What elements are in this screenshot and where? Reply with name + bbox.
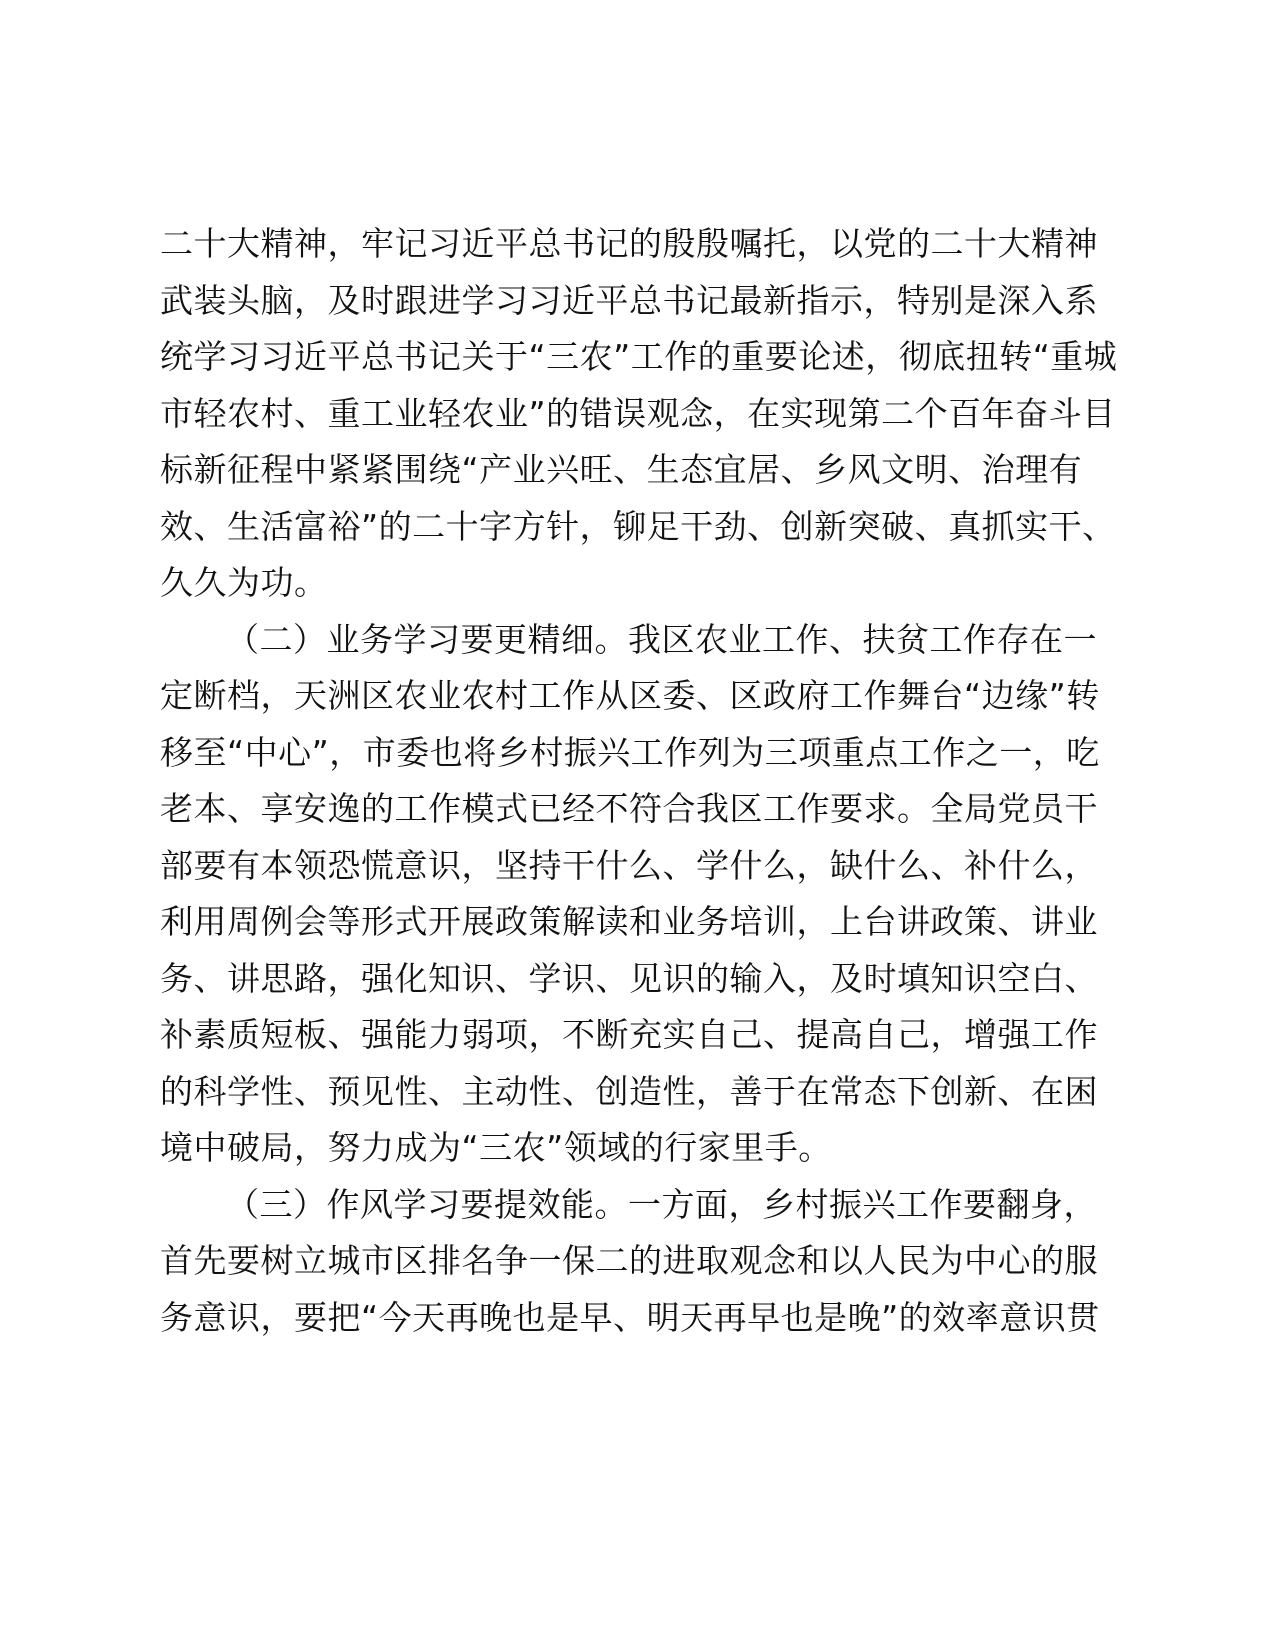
text-line: 补素质短板、强能力弱项，不断充实自己、提高自己，增强工作 [160, 1015, 1098, 1054]
text-line: 标新征程中紧紧围绕“产业兴旺、生态宜居、乡风文明、治理有 [160, 450, 1083, 489]
paragraph-3 [160, 1177, 1120, 1347]
paragraph-2 [160, 612, 1120, 1177]
text-line: 效、生活富裕”的二十字方针，铆足干劲、创新突破、真抓实干、 [160, 506, 1116, 546]
text-line: （三）作风学习要提效能。一方面，乡村振兴工作要翻身， [226, 1184, 1097, 1224]
text-line: 武装头脑，及时跟进学习习近平总书记最新指示，特别是深入系 [160, 280, 1098, 320]
text-line: （二）业务学习要更精细。我区农业工作、扶贫工作存在一 [226, 619, 1097, 659]
text-line: 务、讲思路，强化知识、学识、见识的输入，及时填知识空白、 [160, 958, 1098, 998]
text-line: 移至“中心”，市委也将乡村振兴工作列为三项重点工作之一，吃 [160, 732, 1100, 772]
text-line: 务意识，要把“今天再晚也是早、明天再早也是晚”的效率意识贯 [160, 1297, 1100, 1337]
text-line: 利用周例会等形式开展政策解读和业务培训，上台讲政策、讲业 [160, 902, 1098, 941]
text-line: 市轻农村、重工业轻农业”的错误观念，在实现第二个百年奋斗目 [160, 393, 1116, 433]
text-line: 定断档，天洲区农业农村工作从区委、区政府工作舞台“边缘”转 [160, 676, 1100, 715]
body-text [160, 216, 1120, 1346]
paragraph-1 [160, 216, 1120, 612]
text-line: 部要有本领恐慌意识，坚持干什么、学什么，缺什么、补什么， [160, 845, 1098, 885]
text-line: 的科学性、预见性、主动性、创造性，善于在常态下创新、在困 [160, 1071, 1098, 1111]
text-line: 久久为功。 [160, 563, 328, 602]
text-line: 老本、享安逸的工作模式已经不符合我区工作要求。全局党员干 [160, 789, 1098, 828]
text-line: 统学习习近平总书记关于“三农”工作的重要论述，彻底扭转“重城 [160, 337, 1118, 376]
text-line: 首先要树立城市区排名争一保二的进取观念和以人民为中心的服 [160, 1241, 1098, 1280]
text-line: 二十大精神，牢记习近平总书记的殷殷嘱托，以党的二十大精神 [160, 224, 1098, 263]
text-line: 境中破局，努力成为“三农”领域的行家里手。 [160, 1128, 832, 1167]
